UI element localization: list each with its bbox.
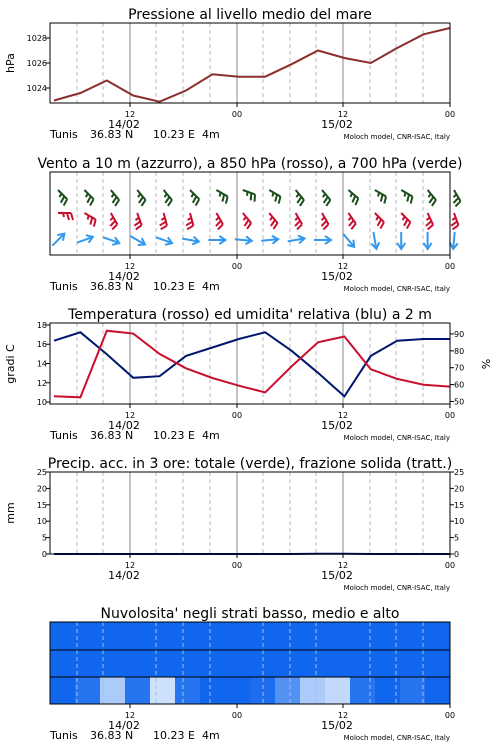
pressure-xtick-label: 12 (124, 110, 136, 119)
cloud-cell-alto (225, 622, 250, 650)
cloud-cell-basso (100, 677, 125, 704)
cloud-cell-alto (50, 622, 75, 650)
cloud-cell-medio (425, 650, 450, 677)
cloud-cell-medio (275, 650, 300, 677)
cloud-cell-basso (300, 677, 325, 704)
cloud-cell-medio (400, 650, 425, 677)
pressure-longitude: 10.23 E (153, 128, 195, 141)
temp-rh-longitude: 10.23 E (153, 429, 195, 442)
wind-barb-feather (87, 216, 90, 220)
wind-barb-10m (102, 234, 121, 247)
wind-barb-feather (160, 226, 167, 230)
temp-rh-latitude: 36.83 N (90, 429, 134, 442)
wind-barb-850 (105, 213, 119, 229)
wind-barb-10m (208, 236, 225, 244)
wind-barb-feather (426, 218, 430, 221)
wind-barb-feather (191, 194, 195, 198)
wind-barb-staff (375, 190, 386, 197)
precip-ytick-right-label: 25 (454, 468, 465, 477)
pressure-credit: Moloch model, CNR-ISAC, Italy (343, 133, 450, 141)
temp-rh-ytick-label: 12 (36, 378, 47, 388)
wind-barb-700 (266, 190, 282, 204)
wind-barb-feather (350, 193, 353, 197)
wind-barb-feather (453, 194, 457, 197)
wind-barb-staff (84, 213, 95, 220)
wind-date-label: 15/02 (321, 270, 353, 283)
cloud-cell-basso (400, 677, 425, 704)
cloud-cell-alto (400, 622, 425, 650)
wind-barb-700 (317, 190, 332, 206)
pressure-date-label: 15/02 (321, 118, 353, 131)
wind-barb-700 (344, 190, 360, 205)
pressure-ytick-label: 1026 (26, 59, 47, 68)
temp-rh-date-label: 15/02 (321, 419, 353, 432)
precip-date-label: 14/02 (108, 569, 140, 582)
cloud-cell-basso (175, 677, 200, 704)
temp-rh-ylabel: gradi C (4, 344, 17, 384)
clouds-location: Tunis (50, 729, 78, 742)
wind-barb-700 (132, 190, 147, 206)
precip-ytick-label: 10 (36, 517, 47, 527)
cloud-cell-medio (325, 650, 350, 677)
wind-barb-10m (314, 236, 331, 244)
precip-credit: Moloch model, CNR-ISAC, Italy (343, 584, 450, 592)
wind-barb-700 (105, 190, 120, 206)
wind-barb-850 (131, 213, 143, 229)
precip-ytick-right-label: 10 (454, 517, 465, 527)
wind-barb-700 (240, 190, 256, 202)
clouds-xtick-label: 12 (124, 711, 136, 720)
wind-barb-feather (135, 225, 142, 229)
cloud-cell-basso (75, 677, 100, 704)
wind-barb-feather (224, 197, 229, 204)
wind-barb-700 (158, 190, 173, 206)
precip-ytick-label: 20 (36, 484, 47, 494)
temp-rh-altitude: 4m (202, 429, 220, 442)
wind-barb-10m (449, 232, 458, 250)
wind-barb-10m (261, 235, 279, 244)
cloud-cell-medio (200, 650, 225, 677)
precip-xtick-label: 00 (444, 561, 456, 570)
temp-rh-ytick-label: 18 (36, 320, 47, 330)
pressure-ytick-label: 1024 (26, 84, 47, 93)
temp-rh-xtick-label: 00 (231, 411, 243, 420)
pressure-line (54, 28, 450, 102)
wind-barb-feather (376, 217, 380, 221)
temp-rh-humidity-line (54, 332, 450, 396)
wind-xtick-label: 12 (124, 262, 136, 271)
temp-rh-ylabel-right: % (480, 358, 493, 370)
cloud-cell-alto (300, 622, 325, 650)
temp-rh-location: Tunis (50, 429, 78, 442)
wind-barb-feather (402, 217, 406, 221)
temp-rh-credit: Moloch model, CNR-ISAC, Italy (343, 434, 450, 442)
wind-barb-feather (451, 221, 458, 225)
precip-ytick-label: 15 (36, 500, 47, 510)
wind-barb-10m (397, 232, 405, 249)
wind-barb-feather (92, 220, 97, 227)
wind-barb-700 (371, 190, 387, 204)
wind-barb-feather (322, 194, 326, 197)
cloud-cell-basso (350, 677, 375, 704)
cloud-cell-alto (200, 622, 225, 650)
pressure-location: Tunis (50, 128, 78, 141)
wind-barb-staff (243, 190, 255, 194)
pressure-ylabel: hPa (4, 53, 17, 73)
cloud-cell-medio (125, 650, 150, 677)
precip-ytick-right-label: 20 (454, 484, 465, 494)
wind-barb-feather (134, 221, 141, 225)
cloud-cell-alto (425, 622, 450, 650)
cloud-cell-basso (225, 677, 250, 704)
wind-barb-10m (76, 233, 95, 246)
wind-barb-feather (321, 217, 325, 220)
cloud-cell-basso (150, 677, 175, 704)
cloud-cell-medio (150, 650, 175, 677)
wind-barb-700 (422, 190, 437, 206)
temp-rh-ytick-right-label: 90 (454, 329, 465, 339)
wind-barb-700 (185, 190, 201, 206)
precip-xtick-label: 00 (231, 561, 243, 570)
wind-barb-700 (79, 190, 95, 206)
wind-barb-850 (58, 213, 73, 220)
clouds-date-label: 15/02 (321, 719, 353, 732)
cloud-cell-medio (225, 650, 250, 677)
clouds-xtick-label: 00 (444, 711, 456, 720)
wind-barb-feather (137, 194, 141, 197)
temp-rh-date-label: 14/02 (108, 419, 140, 432)
wind-barb-700 (398, 190, 414, 204)
precip-frame (50, 472, 450, 554)
wind-barb-700 (290, 190, 305, 206)
wind-longitude: 10.23 E (153, 280, 195, 293)
wind-barb-feather (296, 194, 300, 197)
wind-barb-feather (159, 222, 166, 226)
wind-barb-feather (59, 194, 63, 198)
wind-barb-850 (447, 213, 459, 229)
cloud-cell-alto (175, 622, 200, 650)
cloud-cell-medio (75, 650, 100, 677)
wind-barb-feather (452, 225, 459, 229)
precip-xtick-label: 12 (124, 561, 136, 570)
clouds-xtick-label: 00 (231, 711, 243, 720)
wind-barb-staff (269, 190, 280, 197)
wind-title: Vento a 10 m (azzurro), a 850 hPa (rosso), a 700 hPa (verde) (37, 156, 463, 172)
cloud-cell-alto (75, 622, 100, 650)
wind-barb-10m (181, 235, 199, 246)
temp-rh-ytick-right-label: 60 (454, 380, 465, 390)
pressure-title: Pressione al livello medio del mare (128, 7, 372, 23)
wind-arrow-shaft (235, 239, 251, 240)
cloud-cell-basso (200, 677, 225, 704)
wind-barb-feather (85, 194, 89, 198)
precip-ytick-label: 25 (36, 468, 47, 477)
temp-rh-ytick-right-label: 80 (454, 346, 465, 356)
cloud-cell-alto (350, 622, 375, 650)
temp-rh-temperature-line (54, 331, 450, 398)
wind-barb-feather (246, 192, 248, 196)
clouds-longitude: 10.23 E (153, 729, 195, 742)
temp-rh-ytick-label: 10 (36, 398, 47, 408)
wind-barb-feather (63, 213, 64, 217)
cloud-cell-basso (50, 677, 75, 704)
wind-credit: Moloch model, CNR-ISAC, Italy (343, 285, 450, 293)
wind-barb-feather (272, 193, 275, 197)
wind-barb-feather (187, 226, 194, 230)
cloud-cell-basso (125, 677, 150, 704)
wind-barb-10m (369, 231, 380, 249)
wind-barb-feather (428, 194, 432, 197)
pressure-xtick-label: 00 (444, 110, 456, 119)
wind-barb-850 (264, 213, 279, 229)
clouds-date-label: 14/02 (108, 719, 140, 732)
precip-date-label: 15/02 (321, 569, 353, 582)
wind-barb-850 (370, 213, 386, 229)
wind-barb-feather (215, 217, 219, 220)
cloud-cell-alto (325, 622, 350, 650)
temp-rh-xtick-label: 12 (124, 411, 136, 420)
wind-barb-staff (348, 190, 358, 198)
wind-arrow-shaft (261, 239, 277, 240)
wind-barb-feather (219, 193, 222, 197)
pressure-xtick-label: 00 (231, 110, 243, 119)
cloud-cell-alto (275, 622, 300, 650)
wind-altitude: 4m (202, 280, 220, 293)
wind-barb-feather (253, 194, 257, 201)
precip-ytick-right-label: 15 (454, 500, 465, 510)
pressure-ytick-label: 1028 (26, 34, 47, 43)
cloud-cell-alto (150, 622, 175, 650)
wind-barb-850 (237, 213, 252, 229)
wind-barb-10m (424, 232, 432, 249)
precip-title: Precip. acc. in 3 ore: totale (verde), frazione solida (tratt.) (47, 456, 453, 472)
precip-ylabel: mm (4, 502, 17, 524)
wind-barb-feather (110, 217, 114, 220)
cloud-cell-basso (275, 677, 300, 704)
wind-arrow-shaft (52, 234, 63, 245)
pressure-altitude: 4m (202, 128, 220, 141)
wind-latitude: 36.83 N (90, 280, 134, 293)
wind-barb-staff (401, 190, 412, 197)
temp-rh-ytick-label: 14 (36, 359, 47, 369)
wind-barb-feather (186, 222, 193, 226)
wind-barb-850 (316, 213, 330, 229)
clouds-credit: Moloch model, CNR-ISAC, Italy (343, 734, 450, 742)
wind-barb-feather (164, 194, 168, 197)
wind-barb-feather (295, 217, 299, 220)
temp-rh-title: Temperatura (rosso) ed umidita' relativa (blu) a 2 m (68, 307, 432, 323)
wind-xtick-label: 12 (337, 262, 349, 271)
wind-barb-feather (243, 217, 247, 220)
wind-barb-850 (396, 213, 412, 229)
pressure-frame (50, 23, 450, 103)
clouds-xtick-label: 12 (337, 711, 349, 720)
wind-barb-850 (290, 213, 304, 229)
pressure-latitude: 36.83 N (90, 128, 134, 141)
wind-xtick-label: 00 (444, 262, 456, 271)
clouds-altitude: 4m (202, 729, 220, 742)
wind-xtick-label: 00 (231, 262, 243, 271)
pressure-xtick-label: 12 (337, 110, 349, 119)
cloud-cell-medio (50, 650, 75, 677)
clouds-latitude: 36.83 N (90, 729, 134, 742)
pressure-date-label: 14/02 (108, 118, 140, 131)
temp-rh-xtick-label: 12 (337, 411, 349, 420)
wind-barb-feather (67, 213, 69, 220)
cloud-cell-alto (125, 622, 150, 650)
wind-barb-700 (53, 190, 69, 206)
cloud-cell-medio (100, 650, 125, 677)
cloud-cell-alto (100, 622, 125, 650)
temp-rh-ytick-label: 16 (36, 340, 47, 350)
cloud-cell-medio (175, 650, 200, 677)
wind-date-label: 14/02 (108, 270, 140, 283)
precip-ytick-label: 0 (41, 550, 47, 559)
wind-barb-feather (277, 197, 282, 204)
wind-barb-850 (343, 213, 357, 229)
cloud-cell-medio (300, 650, 325, 677)
wind-barb-feather (111, 194, 115, 197)
wind-barb-staff (216, 190, 227, 197)
wind-barb-10m (50, 231, 68, 249)
wind-arrow-shaft (453, 232, 454, 248)
wind-barb-10m (128, 233, 147, 248)
cloud-cell-basso (325, 677, 350, 704)
temp-rh-ytick-right-label: 70 (454, 363, 465, 373)
wind-barb-feather (383, 197, 388, 204)
wind-barb-850 (210, 213, 224, 229)
precip-ytick-right-label: 0 (454, 550, 460, 559)
wind-location: Tunis (50, 280, 78, 293)
wind-barb-feather (269, 217, 273, 220)
temp-rh-xtick-label: 00 (444, 411, 456, 420)
cloud-cell-basso (425, 677, 450, 704)
wind-barb-850 (157, 213, 168, 229)
cloud-cell-medio (350, 650, 375, 677)
wind-barb-feather (377, 193, 380, 197)
wind-barb-10m (155, 234, 174, 247)
wind-barb-feather (404, 193, 407, 197)
precip-ytick-right-label: 5 (454, 533, 460, 543)
temp-rh-ytick-right-label: 50 (454, 397, 465, 407)
clouds-title: Nuvolosita' negli strati basso, medio e alto (100, 606, 400, 622)
precip-ytick-label: 5 (41, 533, 47, 543)
wind-barb-700 (213, 190, 229, 204)
precip-xtick-label: 12 (337, 561, 349, 570)
wind-barb-feather (409, 197, 414, 204)
wind-barb-feather (71, 213, 73, 220)
wind-barb-850 (183, 213, 194, 229)
wind-barb-850 (81, 213, 97, 227)
